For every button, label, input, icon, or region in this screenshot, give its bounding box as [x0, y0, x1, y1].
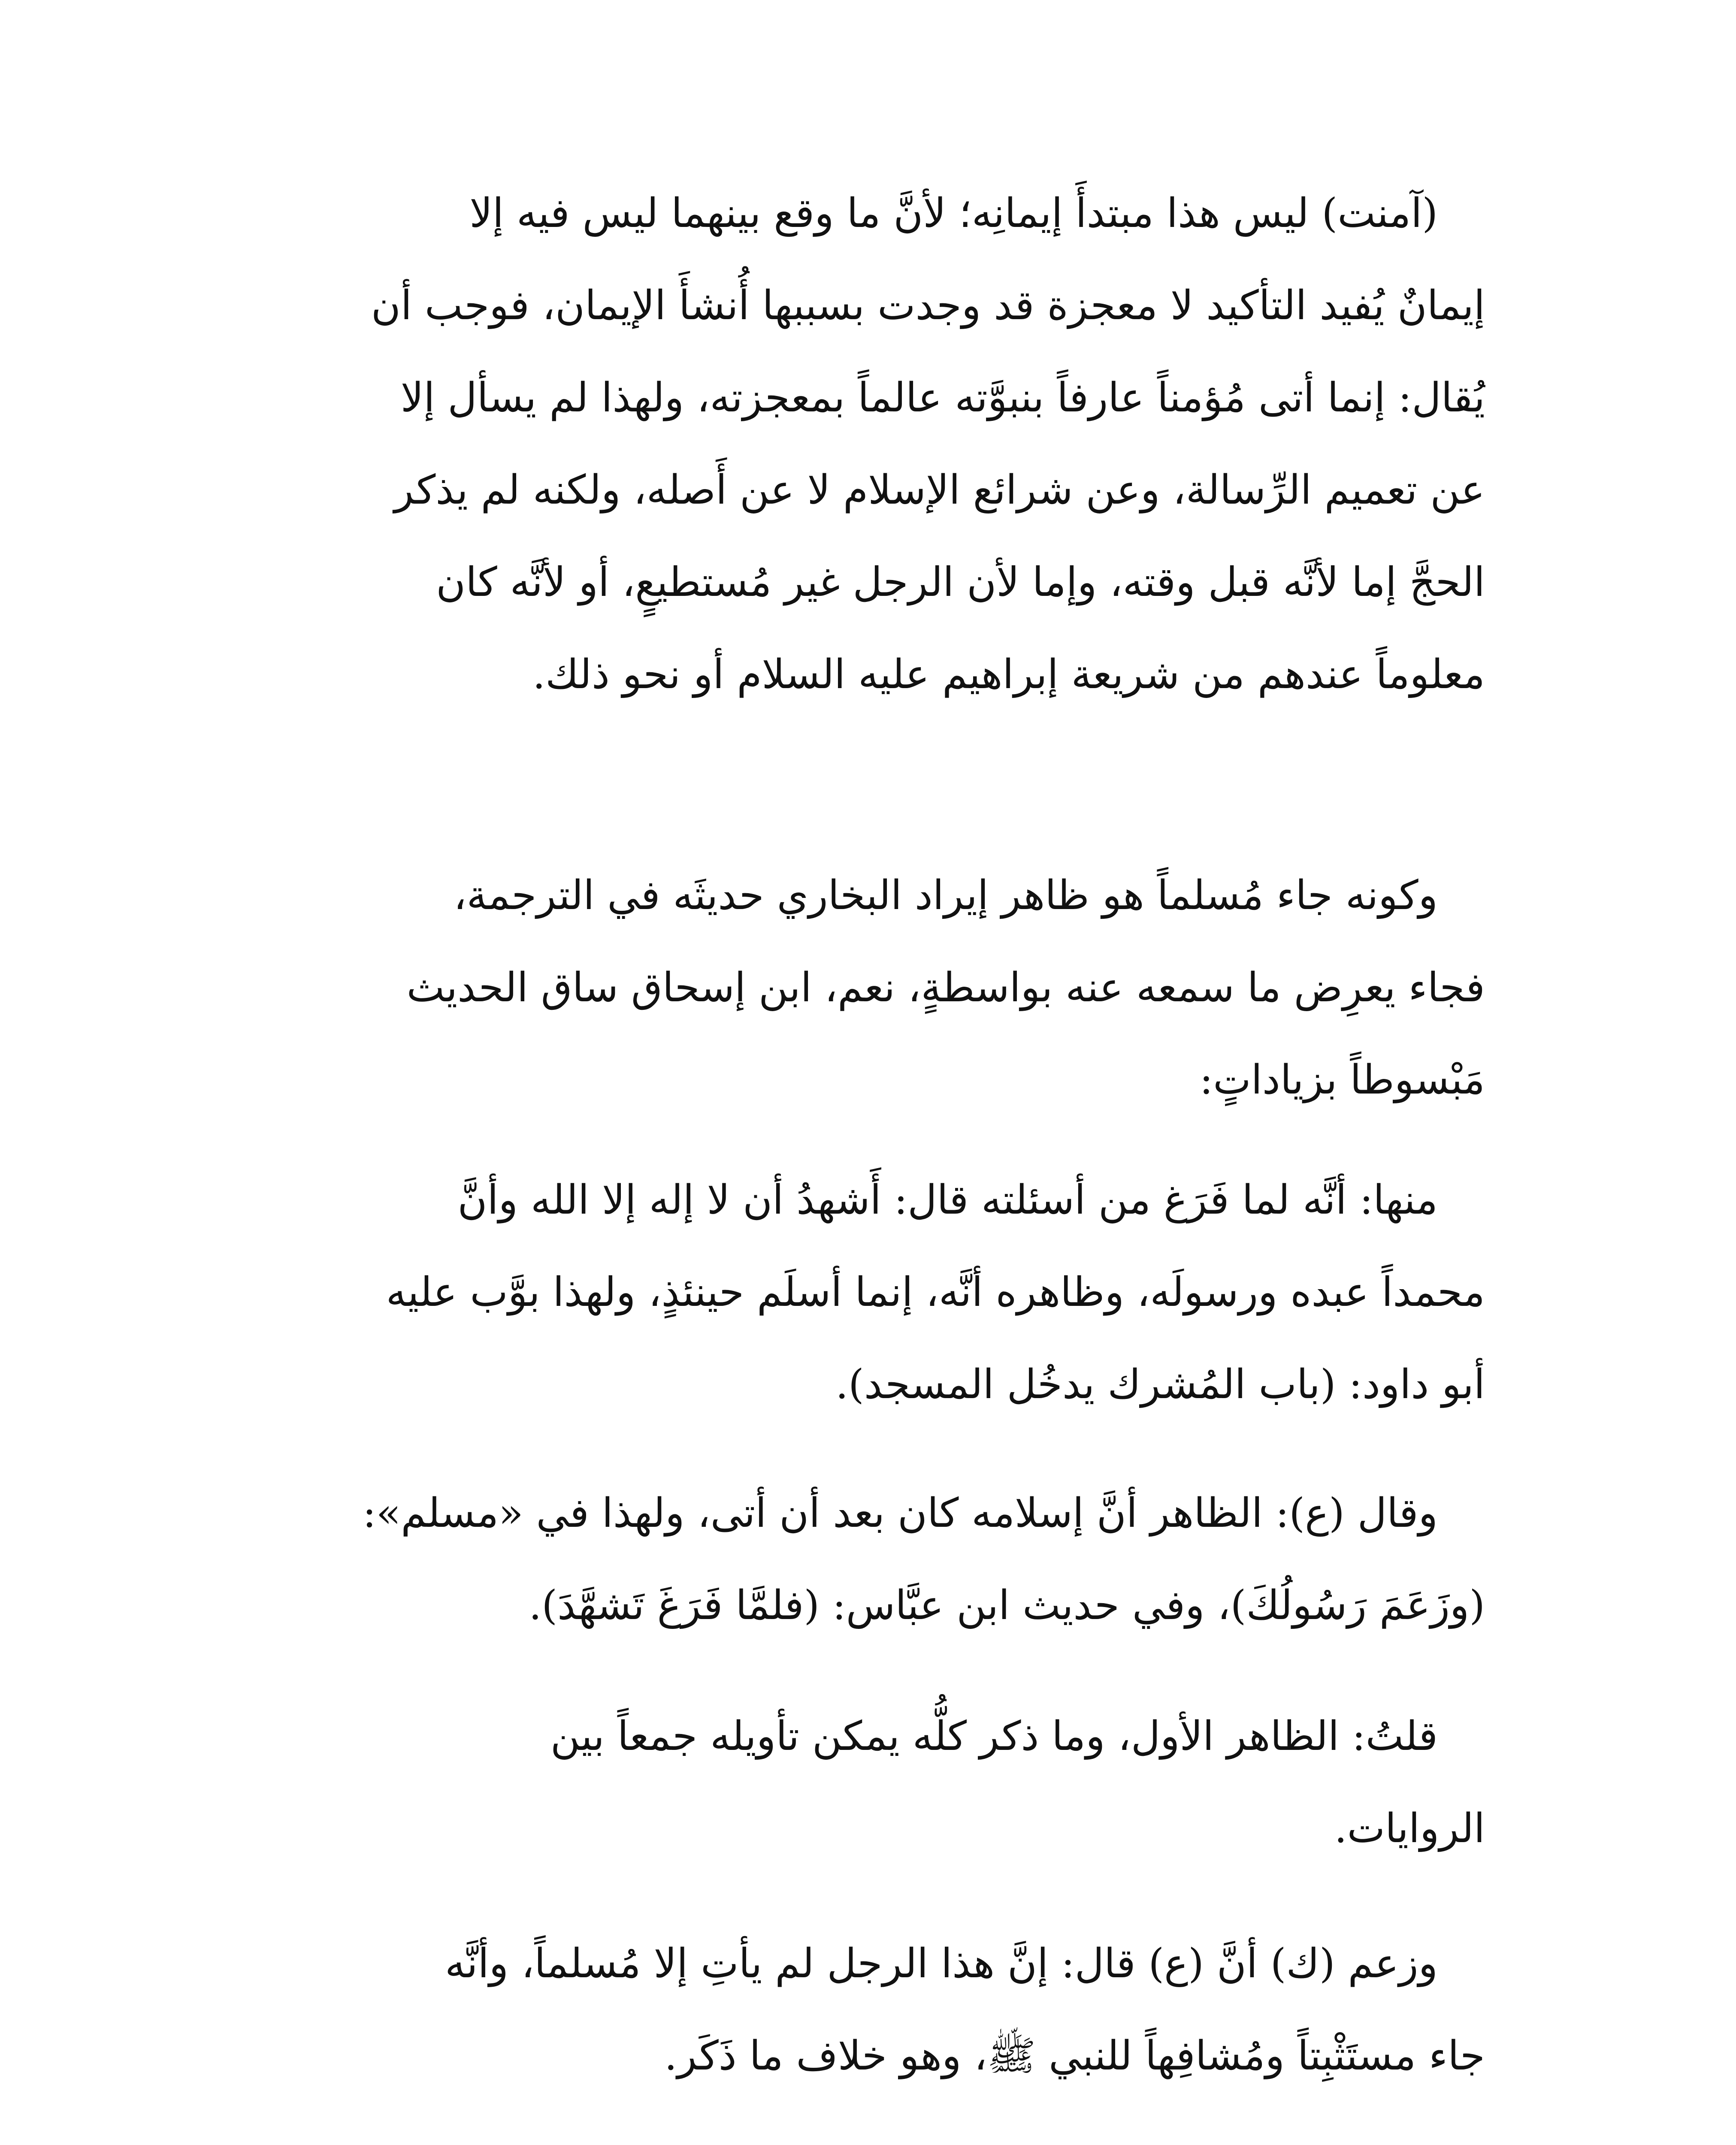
text-line: محمداً عبده ورسولَه، وظاهره أنَّه، إنما أسلَم حينئذٍ، ولهذا بوَّب عليه: [386, 1269, 1485, 1316]
text-line: الروايات.: [1334, 1805, 1485, 1852]
text-line: جاء مستَثْبِتاً ومُشافِهاً للنبي ﷺ، وهو خلاف ما ذَكَر.: [664, 2033, 1485, 2079]
paragraph-3: [249, 1154, 1485, 1431]
text-line: وزعم (ك) أنَّ (ع) قال: إنَّ هذا الرجل لم يأتِ إلا مُسلماً، وأنَّه: [445, 1940, 1438, 1987]
paragraph-6: [249, 1918, 1485, 2102]
text-line: وكونه جاء مُسلماً هو ظاهر إيراد البخاري حديثَه في الترجمة،: [454, 872, 1438, 919]
text-line: فجاء يعرِض ما سمعه عنه بواسطةٍ، نعم، ابن إسحاق ساق الحديث: [406, 964, 1485, 1011]
paragraph-7: [249, 2128, 1485, 2145]
text-line: (وزَعَمَ رَسُولُكَ)، وفي حديث ابن عبَّاس: (فلمَّا فَرَغَ تَشهَّدَ).: [529, 1582, 1485, 1629]
text-line: [249, 2128, 1485, 2145]
text-line: منها: أنَّه لما فَرَغ من أسئلته قال: أَشهدُ أن لا إله إلا الله وأنَّ: [457, 1177, 1438, 1224]
text-line: يُقال: إنما أتى مُؤمناً عارفاً بنبوَّته عالماً بمعجزته، ولهذا لم يسأل إلا: [400, 375, 1485, 421]
paragraph-4: [249, 1467, 1485, 1652]
text-line: مَبْسوطاً بزياداتٍ:: [1199, 1057, 1485, 1103]
text-line: قلتُ: الظاهر الأول، وما ذكر كلُّه يمكن تأويله جمعاً بين: [550, 1713, 1438, 1760]
text-line: الحجَّ إما لأنَّه قبل وقته، وإما لأن الرجل غير مُستطيعٍ، أو لأنَّه كان: [436, 559, 1485, 606]
text-line: وقال (ع): الظاهر أنَّ إسلامه كان بعد أن أتى، ولهذا في «مسلم»:: [363, 1490, 1438, 1537]
text-line: إيمانٌ يُفيد التأكيد لا معجزة قد وجدت بسببها أُنشأَ الإيمان، فوجب أن: [371, 282, 1485, 329]
text-line: (آمنت) ليس هذا مبتدأَ إيمانِه؛ لأنَّ ما وقع بينهما ليس فيه إلا: [469, 190, 1438, 237]
text-line: أبو داود: (باب المُشرك يدخُل المسجد).: [835, 1361, 1485, 1408]
paragraph-1: [249, 167, 1485, 721]
text-line: معلوماً عندهم من شريعة إبراهيم عليه السلام أو نحو ذلك.: [532, 651, 1485, 698]
paragraph-5: [249, 1690, 1485, 1875]
text-line: عن تعميم الرِّسالة، وعن شرائع الإسلام لا عن أَصله، ولكنه لم يذكر: [394, 467, 1485, 514]
paragraph-2: [249, 849, 1485, 1126]
